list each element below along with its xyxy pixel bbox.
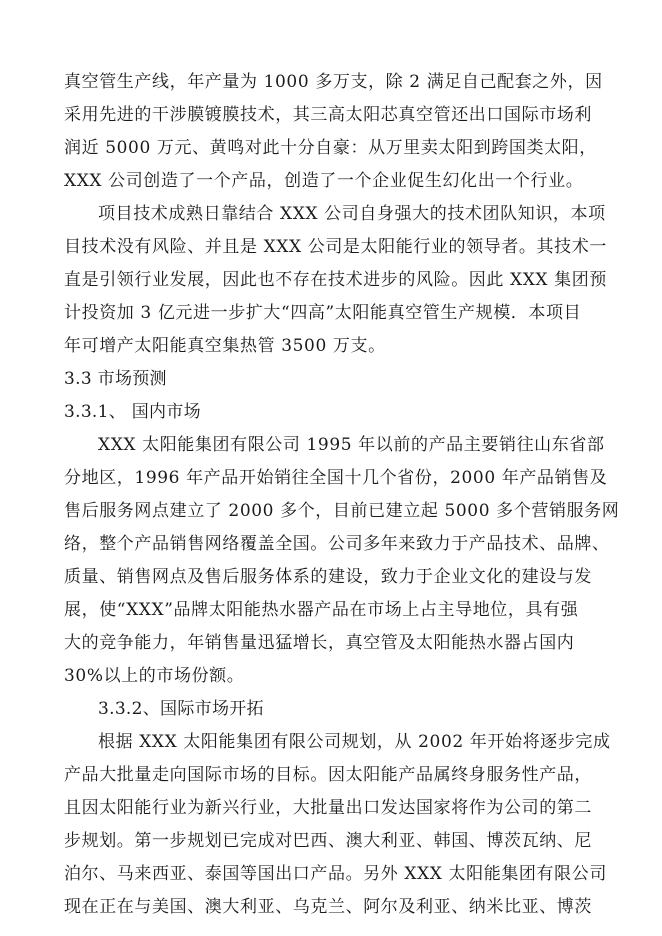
paragraph-line: 直是引领行业发展，因此也不存在技术进步的风险。因此 XXX 集团预 [64,270,607,290]
paragraph-line: XXX 太阳能集团有限公司 1995 年以前的产品主要销往山东省部 [98,435,605,455]
paragraph-line: 泊尔、马来西亚、泰国等国出口产品。另外 XXX 太阳能集团有限公司 [64,864,607,884]
paragraph-line: 项目技术成熟日靠结合 XXX 公司自身强大的技术团队知识，本项 [98,204,606,224]
paragraph-line: 根据 XXX 太阳能集团有限公司规划，从 2002 年开始将逐步完成 [98,732,611,752]
paragraph-line: 产品大批量走向国际市场的目标。因太阳能产品属终身服务性产品， [64,765,592,785]
paragraph-line: XXX 公司创造了一个产品，创造了一个企业促生幻化出一个行业。 [64,171,584,191]
paragraph-line: 计投资加 3 亿元进一步扩大“四高”太阳能真空管生产规模．本项目 [64,303,582,323]
paragraph-line: 分地区，1996 年产品开始销往全国十几个省份，2000 年产品销售及 [64,468,608,488]
paragraph-line: 采用先进的干涉膜镀膜技术，其三高太阳芯真空管还出口国际市场利 [64,105,592,125]
section-heading: 3.3 市场预测 [64,369,167,389]
subsection-heading: 3.3.1、 国内市场 [64,402,201,422]
paragraph-line: 目技术没有风险、并且是 XXX 公司是太阳能行业的领导者。其技术一 [64,237,607,257]
paragraph-line: 大的竞争能力，年销售量迅猛增长，真空管及太阳能热水器占国内 [64,633,575,653]
paragraph-line: 售后服务网点建立了 2000 多个，目前已建立起 5000 多个营销服务网 [64,501,620,521]
paragraph-line: 质量、销售网点及售后服务体系的建设，致力于企业文化的建设与发 [64,567,592,587]
subsection-heading: 3.3.2、国际市场开拓 [98,699,264,719]
paragraph-line: 步规划。第一步规划已完成对巴西、澳大利亚、韩国、博茨瓦纳、尼 [64,831,592,851]
paragraph-line: 络，整个产品销售网络覆盖全国。公司多年来致力于产品技术、品牌、 [64,534,610,554]
paragraph-line: 真空管生产线，年产量为 1000 多万支，除 2 满足自己配套之外，因 [64,72,603,92]
paragraph-line: 展，使“XXX”品牌太阳能热水器产品在市场上占主导地位，具有强 [64,600,579,620]
paragraph-line: 且因太阳能行业为新兴行业，大批量出口发达国家将作为公司的第二 [64,798,592,818]
paragraph-line: 润近 5000 万元、黄鸣对此十分自豪：从万里卖太阳到跨国类太阳， [64,138,597,158]
paragraph-line: 30%以上的市场份额。 [64,666,245,686]
paragraph-line: 现在正在与美国、澳大利亚、乌克兰、阿尔及利亚、纳米比亚、博茨 [64,897,592,917]
paragraph-line: 年可增产太阳能真空集热管 3500 万支。 [64,336,386,356]
